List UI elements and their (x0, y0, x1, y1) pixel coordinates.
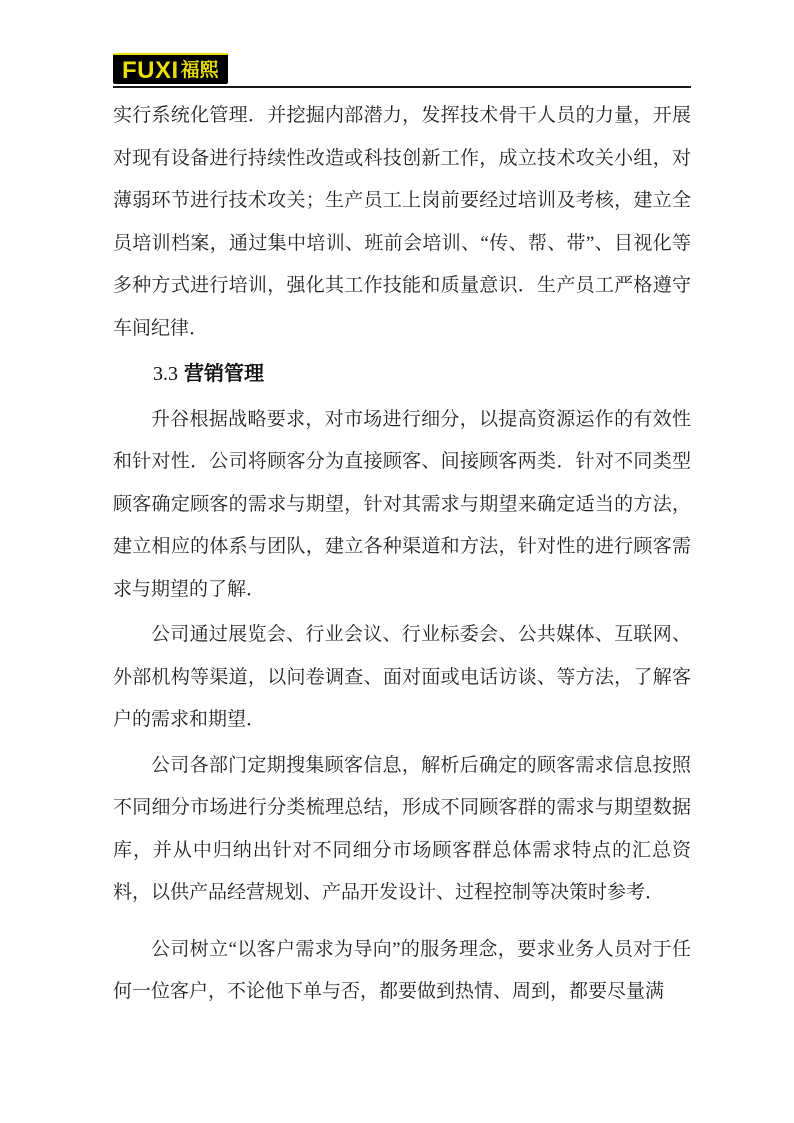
logo-latin-text: FUXI (122, 56, 179, 84)
paragraph: 公司各部门定期搜集顾客信息，解析后确定的顾客需求信息按照不同细分市场进行分类梳理总结，形成不同顾客群的需求与期望数据库，并从中归纳出针对不同细分市场顾客群总体需求特点的汇总资料，以供产品经营规划、产品开发设计、过程控制等决策时参考． (113, 754, 691, 903)
page-content (113, 0, 691, 1017)
paragraph: 公司通过展览会、行业会议、行业标委会、公共媒体、互联网、外部机构等渠道，以问卷调查、面对面或电话访谈、等方法，了解客户的需求和期望． (113, 624, 691, 730)
logo-cjk-text: 福熙 (180, 59, 219, 81)
page-header (113, 0, 691, 88)
document-body (113, 88, 691, 1014)
section-number: 3.3 (153, 363, 178, 385)
paragraph: 公司树立“以客户需求为导向”的服务理念，要求业务人员对于任何一位客户，不论他下单与否，都要做到热情、周到，都要尽量满 (113, 938, 691, 1002)
paragraph: 实行系统化管理．并挖掘内部潜力，发挥技术骨干人员的力量，开展对现有设备进行持续性改造或科技创新工作，成立技术攻关小组，对薄弱环节进行技术攻关；生产员工上岗前要经过培训及考核，建立全员培训档案，通过集中培训、班前会培训、“传、帮、带”、目视化等多种方式进行培训，强化其工作技能和质量意识．生产员工严格遵守车间纪律． (113, 105, 691, 339)
paragraph: 升谷根据战略要求，对市场进行细分，以提高资源运作的有效性和针对性．公司将顾客分为直接顾客、间接顾客两类．针对不同类型顾客确定顾客的需求与期望，针对其需求与期望来确定适当的方法，建立相应的体系与团队，建立各种渠道和方法，针对性的进行顾客需求与期望的了解． (113, 408, 691, 600)
section-heading (113, 353, 691, 396)
section-title: 营销管理 (184, 363, 264, 385)
company-logo (113, 53, 228, 84)
